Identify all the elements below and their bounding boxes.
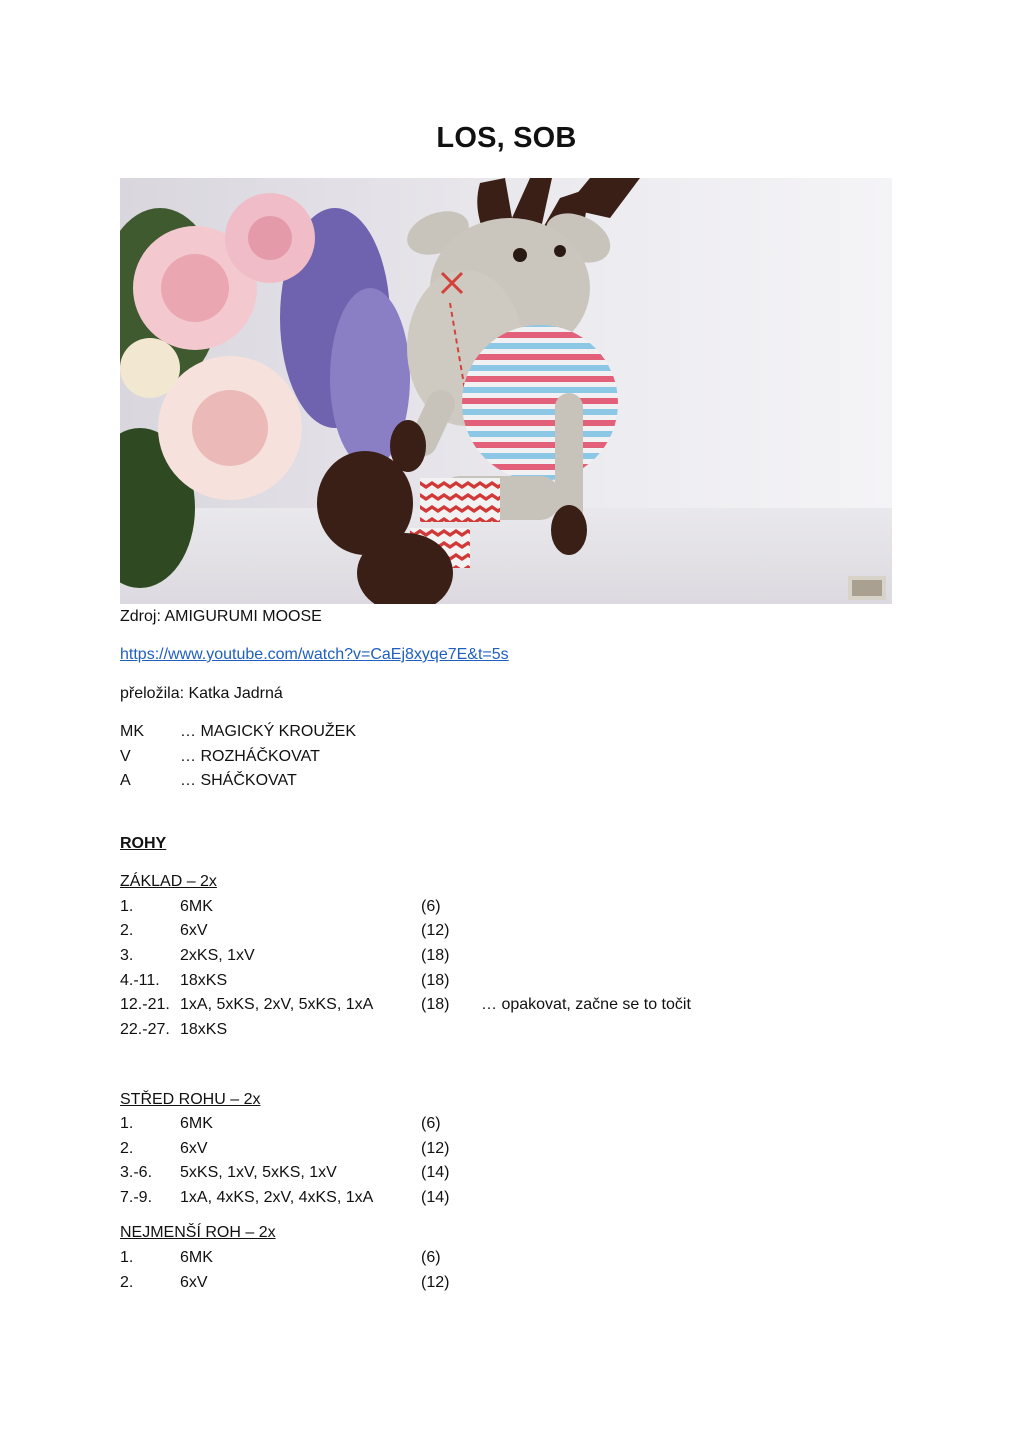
round-number: 22.-27. [120,1021,170,1038]
abbreviation-key: V [120,748,131,765]
stitch-count: (6) [421,1249,441,1266]
stitch-count: (12) [421,1140,450,1157]
stitch-count: (18) [421,947,450,964]
round-instruction: 1xA, 4xKS, 2xV, 4xKS, 1xA [180,1189,374,1206]
moose-photo [120,178,892,604]
abbreviation-key: MK [120,723,144,740]
stitch-count: (6) [421,1115,441,1132]
round-number: 2. [120,922,134,939]
stitch-count: (6) [421,898,441,915]
stitch-count: (14) [421,1164,450,1181]
round-instruction: 6MK [180,1115,213,1132]
abbreviation-key: A [120,772,131,789]
round-number: 4.-11. [120,972,160,989]
round-instruction: 6xV [180,1140,208,1157]
round-instruction: 6MK [180,898,213,915]
round-number: 2. [120,1140,134,1157]
source-link[interactable]: https://www.youtube.com/watch?v=CaEj8xyqe7E&t=5s [120,646,509,663]
round-number: 7.-9. [120,1189,153,1206]
round-number: 3.-6. [120,1164,153,1181]
round-number: 1. [120,1249,134,1266]
round-instruction: 5xKS, 1xV, 5xKS, 1xV [180,1164,337,1181]
stitch-count: (14) [421,1189,450,1206]
subsection-heading-stred: STŘED ROHU – 2x [120,1091,261,1108]
stitch-count: (18) [421,972,450,989]
round-instruction: 6xV [180,922,208,939]
round-instruction: 18xKS [180,1021,228,1038]
round-instruction: 2xKS, 1xV [180,947,255,964]
subsection-heading-nejmensi: NEJMENŠÍ ROH – 2x [120,1224,276,1241]
round-instruction: 18xKS [180,972,228,989]
section-title-rohy: ROHY [120,835,167,852]
stitch-count: (12) [421,1274,450,1291]
round-number: 3. [120,947,134,964]
round-number: 12.-21. [120,996,170,1013]
round-number: 2. [120,1274,134,1291]
round-number: 1. [120,1115,134,1132]
round-instruction: 6xV [180,1274,208,1291]
abbreviation-value: … MAGICKÝ KROUŽEK [180,723,357,740]
round-number: 1. [120,898,134,915]
abbreviation-value: … ROZHÁČKOVAT [180,748,320,765]
source-label: Zdroj: AMIGURUMI MOOSE [120,608,322,625]
round-instruction: 6MK [180,1249,213,1266]
stitch-count: (18) [421,996,450,1013]
round-instruction: 1xA, 5xKS, 2xV, 5xKS, 1xA [180,996,374,1013]
abbreviation-value: … SHÁČKOVAT [180,772,297,789]
round-note: … opakovat, začne se to točit [481,996,691,1013]
stitch-count: (12) [421,922,450,939]
translator-credit: přeložila: Katka Jadrná [120,685,283,702]
subsection-heading-zaklad: ZÁKLAD – 2x [120,873,217,890]
page-title: LOS, SOB [436,122,577,154]
